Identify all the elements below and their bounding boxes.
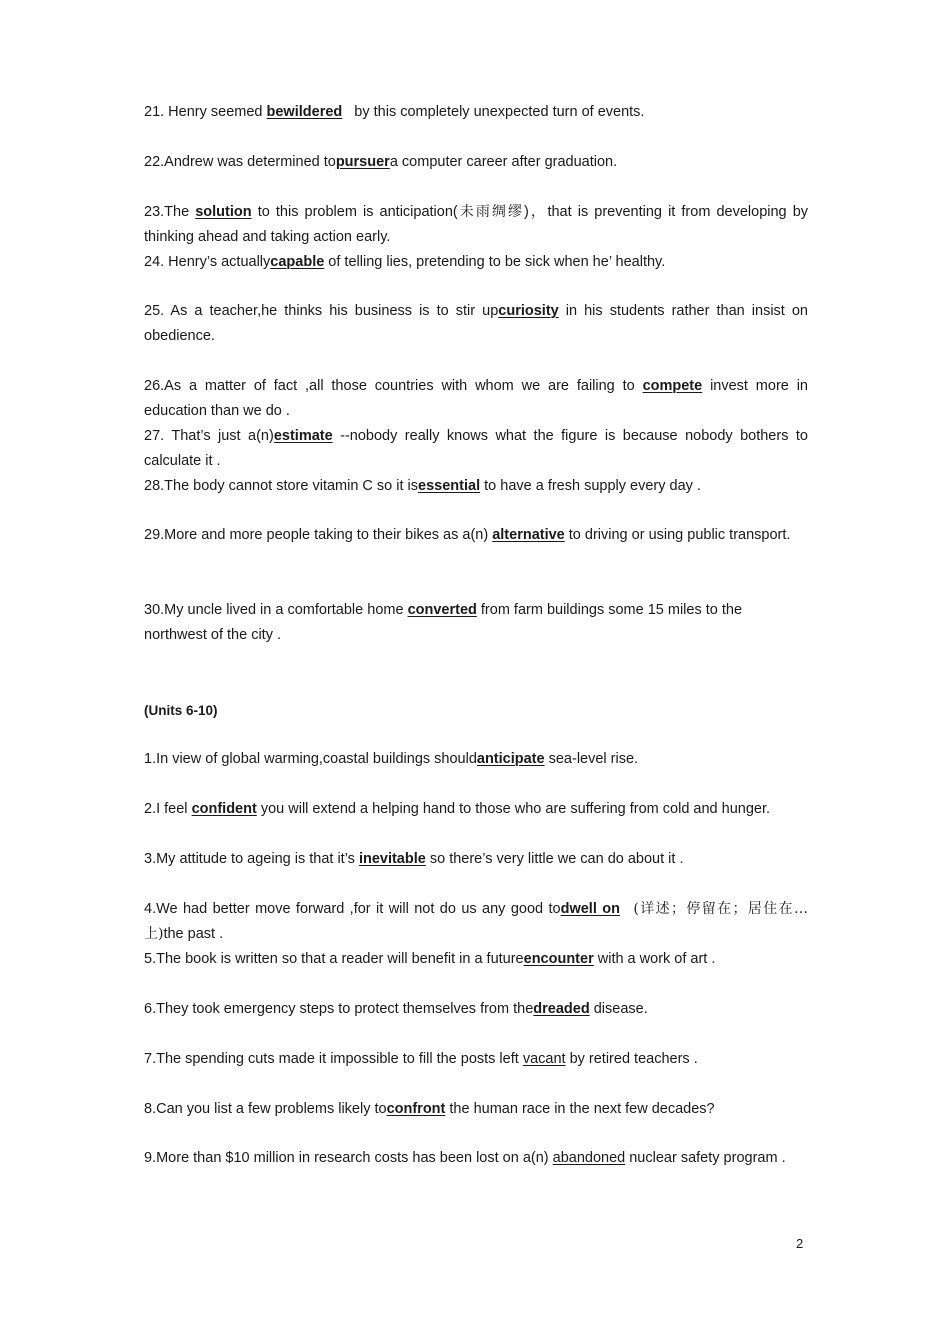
question-28 (144, 474, 808, 499)
question-21 (144, 100, 808, 125)
question-text: 27. That’s just a(n) (144, 428, 274, 444)
answer-dwell-on: dwell on (560, 901, 620, 917)
question-text: 5.The book is written so that a reader will benefit in a future (144, 951, 524, 967)
answer-pursuer: pursuer (335, 154, 390, 170)
question-6 (144, 997, 808, 1022)
question-text: from farm buildings some 15 miles to the northwest of the city . (144, 602, 743, 643)
question-4 (144, 897, 808, 947)
question-text: 9.More than $10 million in research costs has been lost on a(n) (144, 1150, 553, 1166)
question-5 (144, 947, 808, 972)
question-text: 24. Henry’s actually (144, 254, 271, 270)
question-text: )，that is preventing it from developing by thinking ahead and taking action early. (144, 204, 809, 245)
answer-essential: essential (418, 478, 481, 494)
question-text: 25. As a teacher,he thinks his business is to stir up (144, 303, 499, 319)
question-27 (144, 424, 808, 474)
question-8 (144, 1097, 808, 1122)
question-3 (144, 847, 808, 872)
answer-anticipate: anticipate (476, 751, 545, 767)
question-text: so there’s very little we can do about it . (425, 851, 684, 867)
question-text: to driving or using public transport. (564, 527, 791, 543)
question-text: you will extend a helping hand to those who are suffering from cold and hunger. (256, 801, 771, 817)
answer-inevitable: inevitable (358, 851, 426, 867)
question-text: 26.As a matter of fact ,all those countries with whom we are failing to (144, 378, 643, 394)
question-text: 4.We had better move forward ,for it will not do us any good to (144, 901, 561, 917)
answer-confident: confident (191, 801, 257, 817)
question-text: disease. (589, 1001, 648, 1017)
question-text: to have a fresh supply every day . (480, 478, 701, 494)
answer-alternative: alternative (492, 527, 565, 543)
question-26 (144, 374, 808, 424)
question-text: --nobody really knows what the figure is because nobody bothers to calculate it . (144, 428, 808, 469)
page-number: 2 (796, 1236, 804, 1251)
question-29 (144, 523, 808, 548)
question-text: 7.The spending cuts made it impossible to fill the posts left (144, 1051, 523, 1067)
answer-converted: converted (407, 602, 477, 618)
question-text: a computer career after graduation. (389, 154, 618, 170)
chinese-gloss: 未雨绸缪 (457, 204, 525, 220)
question-text: sea-level rise. (544, 751, 639, 767)
question-text: 3.My attitude to ageing is that it’s (144, 851, 359, 867)
answer-bewildered: bewildered (266, 104, 343, 120)
question-text: 2.I feel (144, 801, 192, 817)
answer-abandoned: abandoned (552, 1150, 626, 1166)
answer-dreaded: dreaded (533, 1001, 590, 1017)
question-7 (144, 1047, 808, 1072)
answer-encounter: encounter (523, 951, 594, 967)
question-text: with a work of art . (593, 951, 716, 967)
question-text: of telling lies, pretending to be sick when he’ healthy. (324, 254, 666, 270)
question-25 (144, 299, 808, 349)
question-1 (144, 747, 808, 772)
question-9 (144, 1146, 808, 1171)
answer-solution: solution (195, 204, 252, 220)
chinese-gloss: (详述；停留在；居住在…上) (144, 901, 808, 942)
question-text: the human race in the next few decades? (445, 1101, 715, 1117)
question-text: by this completely unexpected turn of events. (354, 104, 645, 120)
answer-estimate: estimate (273, 428, 333, 444)
section-heading: (Units 6-10) (144, 703, 218, 718)
question-22 (144, 150, 808, 175)
question-30 (144, 598, 808, 648)
question-text: 8.Can you list a few problems likely to (144, 1101, 387, 1117)
question-text: 21. Henry seemed (144, 104, 267, 120)
answer-capable: capable (270, 254, 325, 270)
question-text: 30.My uncle lived in a comfortable home (144, 602, 408, 618)
question-text: invest more in education than we do . (144, 378, 808, 419)
question-text: 29.More and more people taking to their bikes as a(n) (144, 527, 493, 543)
answer-vacant: vacant (522, 1051, 566, 1067)
answer-confront: confront (386, 1101, 446, 1117)
question-text: to this problem is anticipation( (251, 204, 458, 220)
answer-compete: compete (642, 378, 703, 394)
question-text: 23.The (144, 204, 196, 220)
question-24 (144, 250, 808, 275)
question-text: 1.In view of global warming,coastal buildings should (144, 751, 477, 767)
question-text: in his students rather than insist on obedience. (144, 303, 808, 344)
question-23 (144, 200, 808, 250)
question-2 (144, 797, 824, 822)
question-text: nuclear safety program . (625, 1150, 786, 1166)
answer-curiosity: curiosity (498, 303, 559, 319)
question-text: 6.They took emergency steps to protect themselves from the (144, 1001, 534, 1017)
question-text: 28.The body cannot store vitamin C so it is (144, 478, 419, 494)
question-text: the past . (163, 926, 224, 942)
question-text: by retired teachers . (565, 1051, 698, 1067)
question-text: 22.Andrew was determined to (144, 154, 336, 170)
